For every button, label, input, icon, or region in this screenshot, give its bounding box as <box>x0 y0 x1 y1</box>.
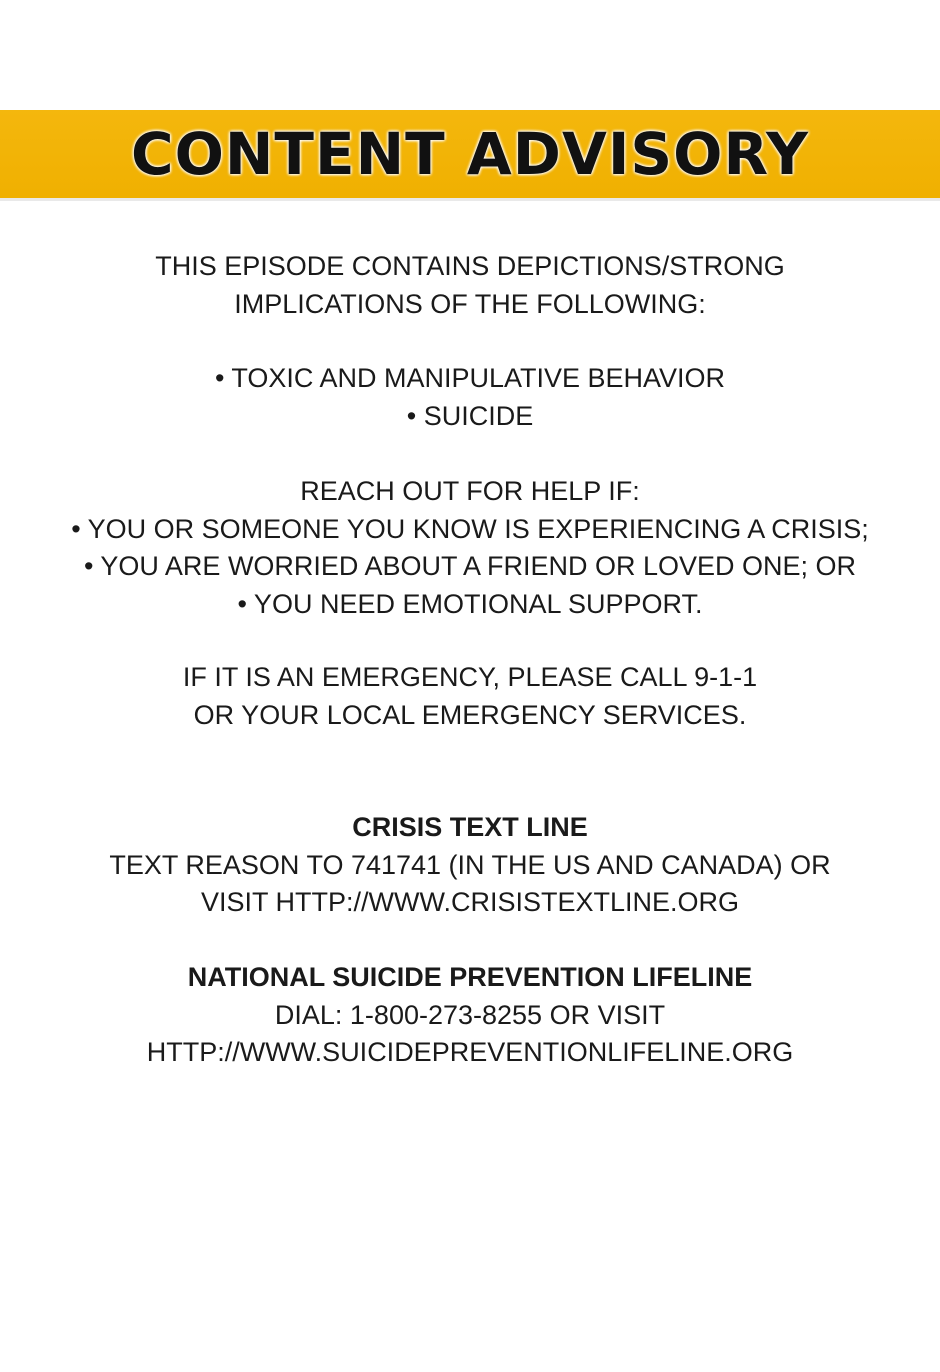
crisis-text-line-url: VISIT HTTP://WWW.CRISISTEXTLINE.ORG <box>200 887 740 917</box>
intro-text <box>0 248 940 323</box>
crisis-text-line-title: CRISIS TEXT LINE <box>352 812 588 842</box>
intro-line: IMPLICATIONS OF THE FOLLOWING: <box>234 288 706 319</box>
emergency-line: IF IT IS AN EMERGENCY, PLEASE CALL 9-1-1 <box>182 662 758 692</box>
lifeline-phone: DIAL: 1-800-273-8255 OR VISIT <box>274 999 666 1030</box>
emergency-notice <box>0 659 940 734</box>
warning-item: • SUICIDE <box>406 400 534 431</box>
lifeline-section <box>0 959 940 1072</box>
advisory-title: CONTENT ADVISORY <box>131 120 809 188</box>
lifeline-title: NATIONAL SUICIDE PREVENTION LIFELINE <box>187 962 753 992</box>
lifeline-url: HTTP://WWW.SUICIDEPREVENTIONLIFELINE.ORG <box>146 1037 794 1067</box>
crisis-text-line-info: TEXT REASON TO 741741 (IN THE US AND CANADA) OR <box>109 849 831 880</box>
reach-out-item: • YOU OR SOMEONE YOU KNOW IS EXPERIENCING A CRISIS; <box>71 513 869 544</box>
intro-line: THIS EPISODE CONTAINS DEPICTIONS/STRONG <box>155 251 785 281</box>
reach-out-heading: REACH OUT FOR HELP IF: <box>300 476 640 506</box>
reach-out-item: • YOU ARE WORRIED ABOUT A FRIEND OR LOVED ONE; OR <box>83 551 857 581</box>
advisory-banner <box>0 110 940 201</box>
emergency-line: OR YOUR LOCAL EMERGENCY SERVICES. <box>193 699 747 730</box>
warning-list <box>0 360 940 435</box>
reach-out-item: • YOU NEED EMOTIONAL SUPPORT. <box>237 588 703 619</box>
crisis-text-line-section <box>0 809 940 922</box>
warning-item: • TOXIC AND MANIPULATIVE BEHAVIOR <box>214 363 726 393</box>
reach-out-section <box>0 473 940 623</box>
